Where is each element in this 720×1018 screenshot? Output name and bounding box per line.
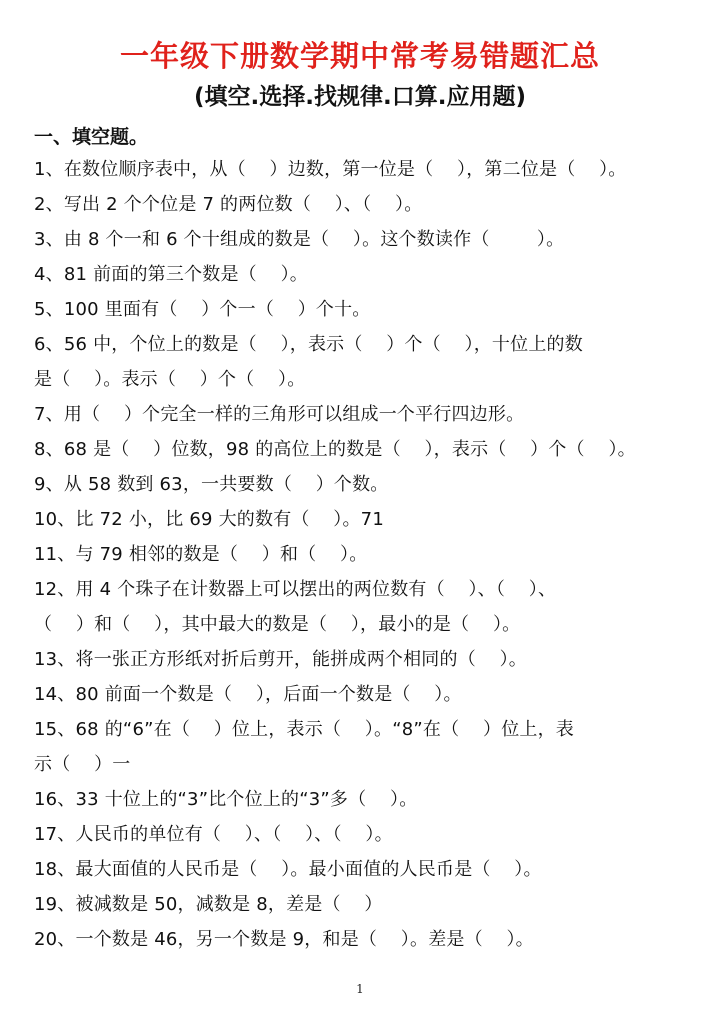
question-line: 3、由 8 个一和 6 个十组成的数是（ ）。这个数读作（ ）。 — [34, 229, 565, 250]
question-line: 7、用（ ）个完全一样的三角形可以组成一个平行四边形。 — [34, 404, 525, 425]
question-list — [34, 152, 694, 957]
question-line: （ ）和（ ），其中最大的数是（ ），最小的是（ ）。 — [34, 614, 521, 635]
question-line: 18、最大面值的人民币是（ ）。最小面值的人民币是（ ）。 — [34, 859, 542, 880]
question-line: 13、将一张正方形纸对折后剪开，能拼成两个相同的（ ）。 — [34, 649, 527, 670]
question-line: 10、比 72 小，比 69 大的数有（ ）。71 — [34, 509, 384, 530]
question-line: 20、一个数是 46，另一个数是 9，和是（ ）。差是（ ）。 — [34, 929, 534, 950]
section-heading: 一、填空题。 — [34, 126, 149, 148]
question-line: 2、写出 2 个个位是 7 的两位数（ ）、（ ）。 — [34, 194, 423, 215]
question-line: 16、33 十位上的“3”比个位上的“3”多（ ）。 — [34, 789, 418, 810]
question-line: 1、在数位顺序表中，从（ ）边数，第一位是（ ），第二位是（ ）。 — [34, 159, 627, 180]
question-line: 17、人民币的单位有（ ）、（ ）、（ ）。 — [34, 824, 393, 845]
question-line: 9、从 58 数到 63，一共要数（ ）个数。 — [34, 474, 389, 495]
question-line: 5、100 里面有（ ）个一（ ）个十。 — [34, 299, 371, 320]
question-line: 11、与 79 相邻的数是（ ）和（ ）。 — [34, 544, 368, 565]
question-line: 15、68 的“6”在（ ）位上，表示（ ）。“8”在（ ）位上，表 — [34, 719, 574, 740]
question-line: 12、用 4 个珠子在计数器上可以摆出的两位数有（ ）、（ ）、 — [34, 579, 557, 600]
question-line: 14、80 前面一个数是（ ），后面一个数是（ ）。 — [34, 684, 462, 705]
question-line: 8、68 是（ ）位数，98 的高位上的数是（ ），表示（ ）个（ ）。 — [34, 439, 636, 460]
page-subtitle: (填空.选择.找规律.口算.应用题) — [194, 84, 526, 110]
page-title: 一年级下册数学期中常考易错题汇总 — [119, 39, 600, 73]
question-line: 6、56 中，个位上的数是（ ），表示（ ）个（ ），十位上的数 — [34, 334, 583, 355]
question-line: 19、被减数是 50，减数是 8，差是（ ） — [34, 894, 383, 915]
question-line: 4、81 前面的第三个数是（ ）。 — [34, 264, 308, 285]
question-line: 是（ ）。表示（ ）个（ ）。 — [34, 369, 306, 390]
page-number: 1 — [356, 982, 364, 996]
question-line: 示（ ）一 — [34, 754, 131, 775]
